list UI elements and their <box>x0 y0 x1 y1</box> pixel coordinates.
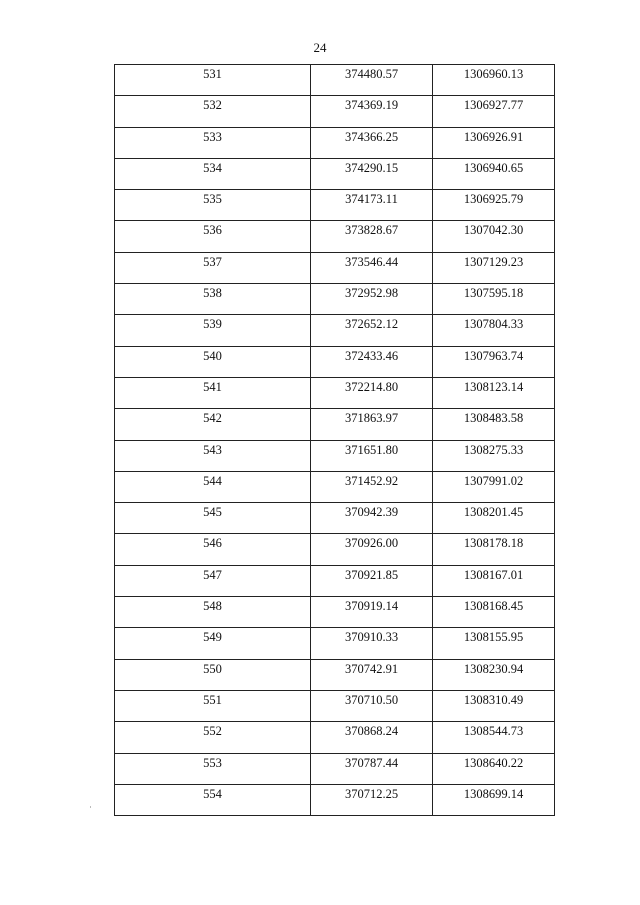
table-row <box>115 503 555 534</box>
point-number-cell: 552 <box>115 722 311 753</box>
table-row <box>115 377 555 408</box>
point-number-cell: 536 <box>115 221 311 252</box>
x-coordinate-cell: 374369.19 <box>311 96 433 127</box>
x-coordinate-cell: 370712.25 <box>311 784 433 815</box>
table-row <box>115 409 555 440</box>
table-row <box>115 284 555 315</box>
point-number-cell: 537 <box>115 252 311 283</box>
point-number-cell: 543 <box>115 440 311 471</box>
x-coordinate-cell: 370742.91 <box>311 659 433 690</box>
x-coordinate-cell: 371863.97 <box>311 409 433 440</box>
y-coordinate-cell: 1308275.33 <box>433 440 555 471</box>
y-coordinate-cell: 1308640.22 <box>433 753 555 784</box>
point-number-cell: 534 <box>115 158 311 189</box>
x-coordinate-cell: 371452.92 <box>311 471 433 502</box>
point-number-cell: 554 <box>115 784 311 815</box>
point-number-cell: 549 <box>115 628 311 659</box>
x-coordinate-cell: 372214.80 <box>311 377 433 408</box>
table-row <box>115 753 555 784</box>
point-number-cell: 546 <box>115 534 311 565</box>
y-coordinate-cell: 1308544.73 <box>433 722 555 753</box>
x-coordinate-cell: 370942.39 <box>311 503 433 534</box>
y-coordinate-cell: 1307129.23 <box>433 252 555 283</box>
y-coordinate-cell: 1306925.79 <box>433 190 555 221</box>
x-coordinate-cell: 374290.15 <box>311 158 433 189</box>
table-row <box>115 96 555 127</box>
x-coordinate-cell: 370926.00 <box>311 534 433 565</box>
point-number-cell: 547 <box>115 565 311 596</box>
x-coordinate-cell: 371651.80 <box>311 440 433 471</box>
point-number-cell: 544 <box>115 471 311 502</box>
y-coordinate-cell: 1308155.95 <box>433 628 555 659</box>
table-row <box>115 252 555 283</box>
table-row <box>115 190 555 221</box>
x-coordinate-cell: 370868.24 <box>311 722 433 753</box>
y-coordinate-cell: 1307963.74 <box>433 346 555 377</box>
table-row <box>115 628 555 659</box>
y-coordinate-cell: 1307042.30 <box>433 221 555 252</box>
point-number-cell: 540 <box>115 346 311 377</box>
x-coordinate-cell: 370910.33 <box>311 628 433 659</box>
y-coordinate-cell: 1308310.49 <box>433 690 555 721</box>
point-number-cell: 538 <box>115 284 311 315</box>
table-row <box>115 65 555 96</box>
table-row <box>115 221 555 252</box>
y-coordinate-cell: 1307804.33 <box>433 315 555 346</box>
point-number-cell: 541 <box>115 377 311 408</box>
table-row <box>115 659 555 690</box>
table-row <box>115 690 555 721</box>
y-coordinate-cell: 1306927.77 <box>433 96 555 127</box>
y-coordinate-cell: 1308483.58 <box>433 409 555 440</box>
point-number-cell: 532 <box>115 96 311 127</box>
point-number-cell: 542 <box>115 409 311 440</box>
y-coordinate-cell: 1307595.18 <box>433 284 555 315</box>
table-row <box>115 471 555 502</box>
x-coordinate-cell: 372952.98 <box>311 284 433 315</box>
x-coordinate-cell: 372433.46 <box>311 346 433 377</box>
y-coordinate-cell: 1308168.45 <box>433 597 555 628</box>
y-coordinate-cell: 1308699.14 <box>433 784 555 815</box>
y-coordinate-cell: 1308123.14 <box>433 377 555 408</box>
point-number-cell: 531 <box>115 65 311 96</box>
scan-mark <box>90 806 91 808</box>
x-coordinate-cell: 374173.11 <box>311 190 433 221</box>
y-coordinate-cell: 1306926.91 <box>433 127 555 158</box>
point-number-cell: 535 <box>115 190 311 221</box>
page-number: 24 <box>313 40 327 55</box>
y-coordinate-cell: 1308167.01 <box>433 565 555 596</box>
point-number-cell: 548 <box>115 597 311 628</box>
table-row <box>115 440 555 471</box>
table-row <box>115 534 555 565</box>
point-number-cell: 550 <box>115 659 311 690</box>
point-number-cell: 553 <box>115 753 311 784</box>
point-number-cell: 539 <box>115 315 311 346</box>
x-coordinate-cell: 370710.50 <box>311 690 433 721</box>
table-row <box>115 158 555 189</box>
x-coordinate-cell: 370787.44 <box>311 753 433 784</box>
table-row <box>115 127 555 158</box>
point-number-cell: 551 <box>115 690 311 721</box>
y-coordinate-cell: 1306940.65 <box>433 158 555 189</box>
table-row <box>115 315 555 346</box>
x-coordinate-cell: 374366.25 <box>311 127 433 158</box>
x-coordinate-cell: 373546.44 <box>311 252 433 283</box>
y-coordinate-cell: 1308230.94 <box>433 659 555 690</box>
table-row <box>115 597 555 628</box>
coordinates-table-body <box>115 65 555 816</box>
x-coordinate-cell: 374480.57 <box>311 65 433 96</box>
point-number-cell: 545 <box>115 503 311 534</box>
coordinates-table <box>114 64 555 816</box>
y-coordinate-cell: 1308201.45 <box>433 503 555 534</box>
x-coordinate-cell: 372652.12 <box>311 315 433 346</box>
y-coordinate-cell: 1306960.13 <box>433 65 555 96</box>
y-coordinate-cell: 1307991.02 <box>433 471 555 502</box>
x-coordinate-cell: 373828.67 <box>311 221 433 252</box>
table-row <box>115 722 555 753</box>
point-number-cell: 533 <box>115 127 311 158</box>
y-coordinate-cell: 1308178.18 <box>433 534 555 565</box>
table-row <box>115 346 555 377</box>
x-coordinate-cell: 370921.85 <box>311 565 433 596</box>
table-row <box>115 784 555 815</box>
table-row <box>115 565 555 596</box>
x-coordinate-cell: 370919.14 <box>311 597 433 628</box>
